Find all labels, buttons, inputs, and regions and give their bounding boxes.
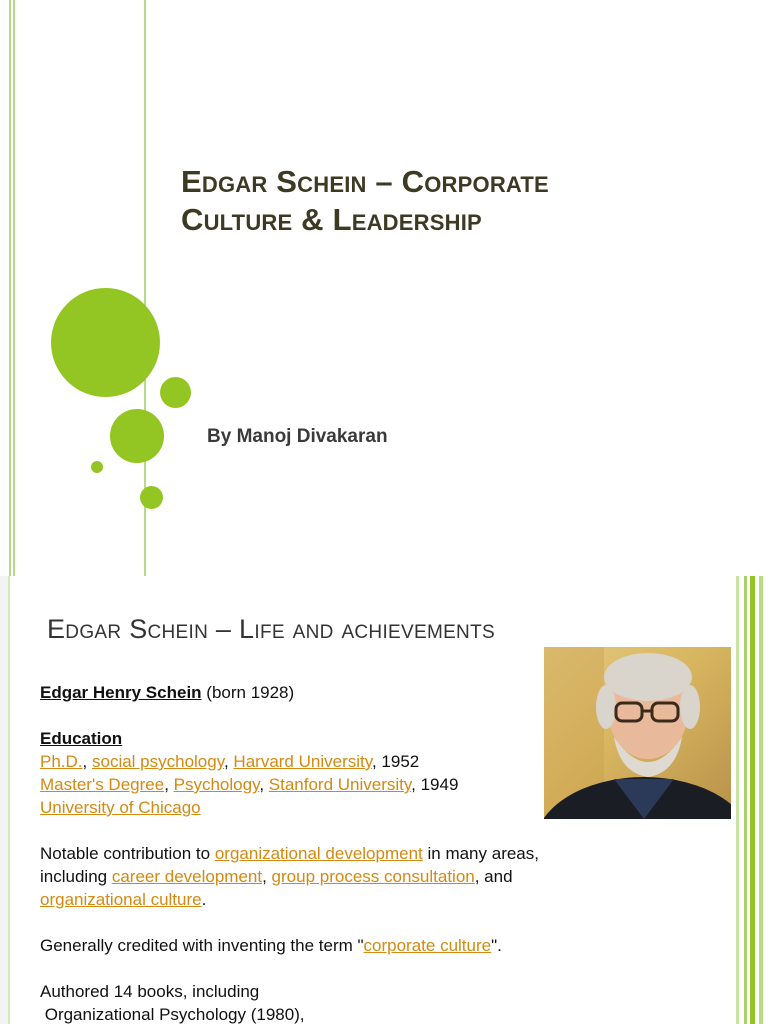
- link-harvard[interactable]: Harvard University: [233, 752, 372, 771]
- contribution-line: [40, 842, 600, 865]
- decor-circle-medium: [110, 409, 164, 463]
- link-corporate-culture[interactable]: corporate culture: [363, 936, 492, 955]
- decor-circle-small: [160, 377, 191, 408]
- education-heading: Education: [40, 729, 123, 748]
- slide-title-line2: Culture & Leadership: [181, 202, 482, 237]
- link-social-psychology[interactable]: social psychology: [91, 752, 224, 771]
- decor-circle-small: [140, 486, 163, 509]
- education-item: [40, 796, 600, 819]
- link-organizational-culture[interactable]: organizational culture: [40, 890, 202, 909]
- decor-line: [8, 576, 10, 1024]
- slide-title-line1: Edgar Schein – Corporate: [181, 164, 549, 199]
- link-group-process-consultation[interactable]: group process consultation: [271, 867, 475, 886]
- separator: ,: [223, 752, 234, 771]
- body-text: .: [201, 890, 207, 909]
- decor-line: [736, 576, 739, 1024]
- education-item: [40, 750, 600, 773]
- contribution-line: [40, 865, 600, 888]
- decor-circle-large: [51, 288, 160, 397]
- author-label: By Manoj Divakaran: [207, 426, 388, 447]
- decor-line: [744, 576, 747, 1024]
- content-body: [40, 681, 600, 1024]
- born-text: (born 1928): [201, 683, 295, 702]
- separator: ,: [262, 867, 272, 886]
- decor-line: [750, 576, 755, 1024]
- slide-title: [181, 163, 721, 239]
- books-line: Organizational Psychology (1980),: [40, 1005, 305, 1024]
- body-text: ".: [491, 936, 502, 955]
- link-career-development[interactable]: career development: [111, 867, 263, 886]
- link-stanford[interactable]: Stanford University: [268, 775, 412, 794]
- credit-line: [40, 934, 600, 957]
- separator: ,: [82, 752, 92, 771]
- year-text: , 1952: [371, 752, 420, 771]
- decor-line: [13, 0, 15, 576]
- link-masters-degree[interactable]: Master's Degree: [40, 775, 165, 794]
- content-slide: [0, 576, 768, 1024]
- person-name: Edgar Henry Schein: [40, 683, 202, 702]
- decor-circle-tiny: [91, 461, 103, 473]
- education-item: [40, 773, 600, 796]
- slide-title: Edgar Schein – Life and achievements: [47, 614, 495, 644]
- decor-line: [759, 576, 763, 1024]
- link-university-of-chicago[interactable]: University of Chicago: [40, 798, 201, 817]
- name-row: [40, 681, 600, 704]
- education-heading-row: [40, 727, 600, 750]
- body-text: in many areas,: [422, 844, 539, 863]
- body-text: , and: [474, 867, 513, 886]
- contribution-line: [40, 888, 600, 911]
- year-text: , 1949: [411, 775, 459, 794]
- body-text: Notable contribution to: [40, 844, 215, 863]
- link-phd[interactable]: Ph.D.: [40, 752, 83, 771]
- decor-line: [9, 0, 11, 576]
- separator: ,: [164, 775, 174, 794]
- body-text: including: [40, 867, 112, 886]
- books-line: Authored 14 books, including: [40, 982, 260, 1001]
- body-text: Generally credited with inventing the term ": [40, 936, 364, 955]
- link-psychology[interactable]: Psychology: [173, 775, 260, 794]
- link-organizational-development[interactable]: organizational development: [214, 844, 423, 863]
- separator: ,: [259, 775, 269, 794]
